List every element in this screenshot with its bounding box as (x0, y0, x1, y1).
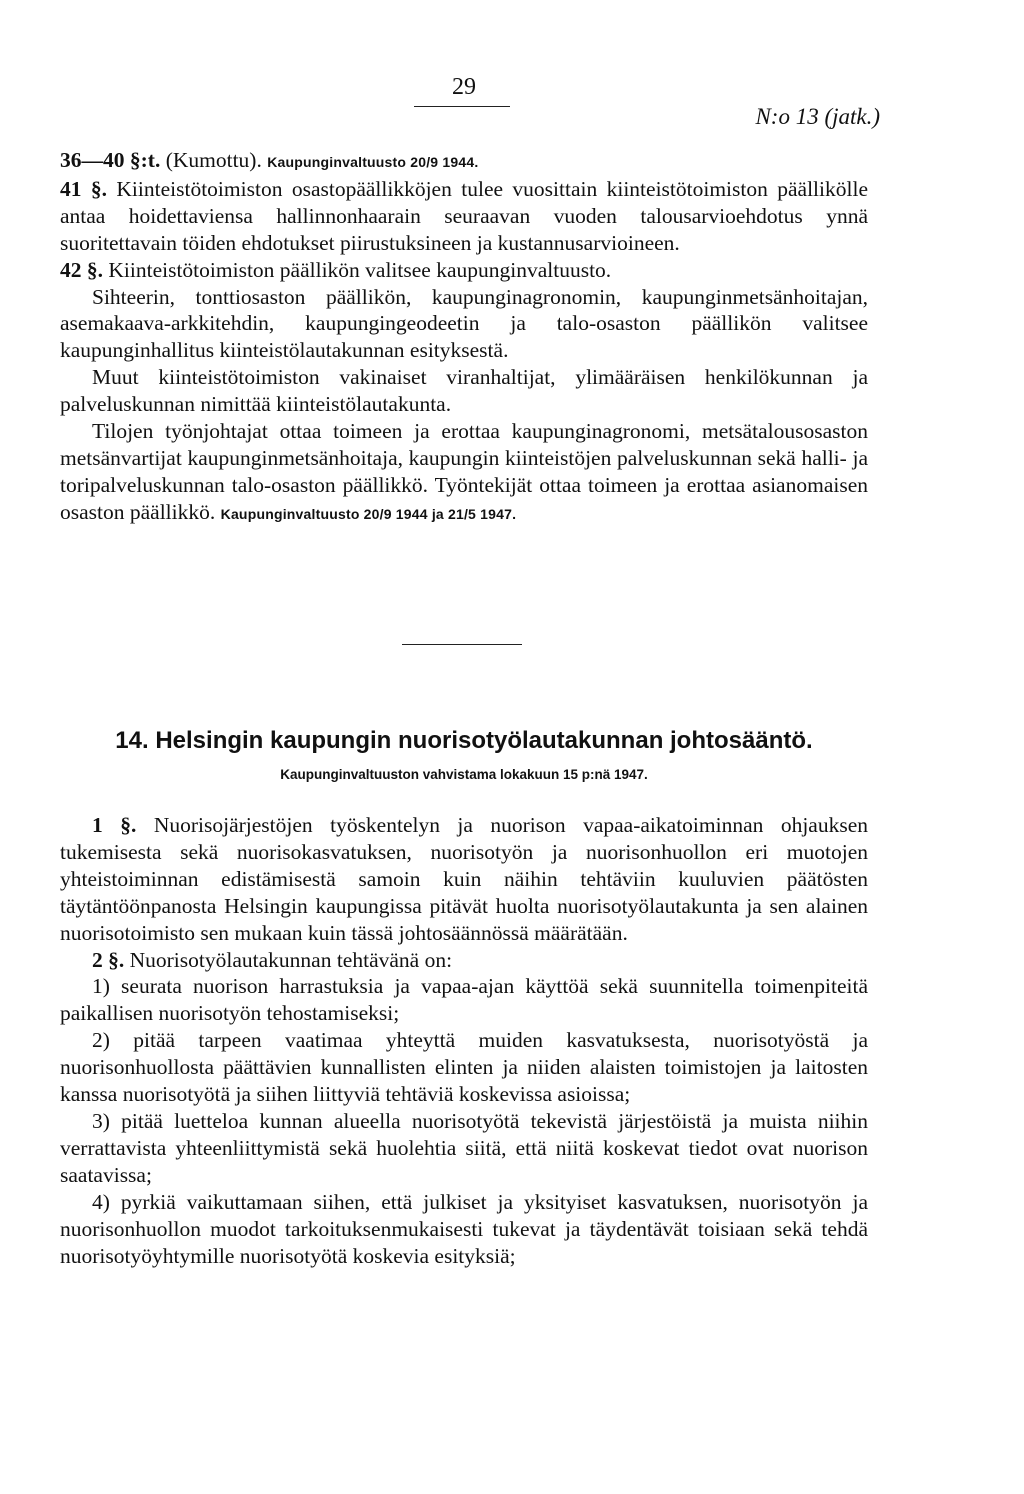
source-note: Kaupunginvaltuusto 20/9 1944 ja 21/5 1947. (220, 505, 517, 522)
list-item-2: 2) pitää tarpeen vaatimaa yhteyttä muiden kasvatuksesta, nuorisotyöstä ja nuorisonhuollosta päättävien kunnallisten elinten ja niiden alaisten toimistojen ja laitosten kanssa nuorisotyötä ja siihen liittyviä tehtäviä koskevissa asioissa; (60, 1028, 868, 1107)
list-item-3: 3) pitää luetteloa kunnan alueella nuorisotyötä tekevistä järjestöistä ja muista niihin verrattavista yhteenliittymistä sekä huolehtia siitä, että niitä koskevat tiedot ovat nuorison saatavissa; (60, 1108, 868, 1187)
section-number: 41 §. (60, 176, 108, 201)
section-number: 42 §. (60, 257, 103, 282)
section-text: Nuorisotyölautakunnan tehtävänä on: (129, 947, 453, 972)
section-text: Kiinteistötoimiston osastopäällikköjen tulee vuosittain kiinteistötoimiston päällikölle antaa hoidettaviensa hallinnonhaarain seuraavan vuoden talousarvioehdotus ynnä suoritettavain töiden ehdotukset piirustuksineen ja kustannusarvioineen. (60, 176, 868, 255)
source-note: Kaupunginvaltuusto 20/9 1944. (267, 154, 479, 170)
section-42 (60, 257, 868, 284)
list-item-4: 4) pyrkiä vaikuttamaan siihen, että julkiset ja yksityiset kasvatuksen, nuorisotyön ja nuorisonhuollon muodot tarkoituksenmukaisesti tukevat ja täydentävät toisiaan sekä tehdä nuorisotyöyhtymille nuorisotyötä koskevia esityksiä; (60, 1189, 868, 1268)
page-number-rule (414, 106, 510, 107)
section-number: 36—40 §:t. (60, 148, 161, 172)
section-divider (402, 644, 522, 645)
document-title: 14. Helsingin kaupungin nuorisotyölautakunnan johtosääntö. (115, 727, 813, 754)
series-label: N:o 13 (jatk.) (755, 104, 880, 129)
section-1 (60, 812, 868, 947)
section-42-paragraph-2: Sihteerin, tonttiosaston päällikön, kaupunginagronomin, kaupunginmetsänhoitajan, asemakaava-arkkitehdin, kaupungingeodeetin ja talo-osaston päällikön valitsee kaupunginhallitus kiinteistölautakunnan esityksestä. (60, 284, 868, 363)
page-header (0, 74, 1024, 134)
document-subtitle: Kaupunginvaltuuston vahvistama lokakuun 15 p:nä 1947. (280, 767, 648, 782)
section-text: Tilojen työnjohtajat ottaa toimeen ja erottaa kaupunginagronomi, metsätalousosaston metsänvartijat kaupunginmetsänhoitaja, kaupungin kiinteistöjen palveluskunnan sekä halli- ja toripalveluskunnan talo-osaston päällikkö. Työntekijät ottaa toimeen ja erottaa asianomaisen osaston päällikkö. (60, 419, 868, 524)
section-41 (60, 176, 868, 257)
page-number: 29 (452, 74, 476, 100)
section-42-paragraph-4 (60, 418, 868, 528)
section-number: 1 §. (92, 813, 137, 837)
section-number: 2 §. (92, 947, 125, 972)
list-item-1: 1) seurata nuorison harrastuksia ja vapaa-ajan käyttöä sekä suunnitella toimenpiteitä paikallisen nuorisotyön tehostamiseksi; (60, 974, 868, 1026)
section-text: Nuorisojärjestöjen työskentelyn ja nuorison vapaa-aikatoiminnan ohjauksen tukemisesta sekä nuorisokasvatuksen, nuorisotyön ja nuorisonhuollon eri muotojen yhteistoiminnan edistämisestä samoin kuin näihin tehtäviin kuuluvien päätösten täytäntöönpanosta Helsingin kaupungissa pitävät huolta nuorisotyölautakunta ja sen alainen nuorisotoimisto sen mukaan kuin tässä johtosäännössä määrätään. (60, 813, 869, 945)
section-text: (Kumottu). (165, 148, 262, 172)
section-42-paragraph-3: Muut kiinteistötoimiston vakinaiset viranhaltijat, ylimääräisen henkilökunnan ja palveluskunnan nimittää kiinteistölautakunta. (60, 365, 868, 417)
section-text: Kiinteistötoimiston päällikön valitsee kaupunginvaltuusto. (108, 257, 612, 282)
section-36-40 (60, 147, 868, 176)
sections-36-42 (60, 147, 868, 528)
sections-1-2 (60, 812, 868, 1269)
section-2 (60, 947, 868, 974)
